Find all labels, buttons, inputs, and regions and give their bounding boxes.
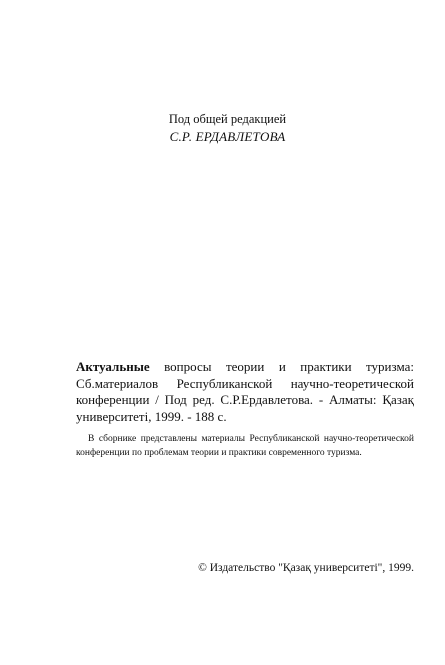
editor-label: Под общей редакцией bbox=[168, 112, 287, 126]
bibliographic-text: вопросы теории и практики туризма: Сб.материалов Республиканской научно-теоретической конференции / Под ред. С.Р.Ердавлетова. - Алматы: Қазақ университеті, 1999. - 188 с. bbox=[76, 359, 414, 424]
annotation-text: В сборнике представлены материалы Республиканской научно-теоретической конференции по проблемам теории и практики современного туризма. bbox=[76, 434, 414, 458]
bibliographic-title-lead: Актуальные bbox=[76, 359, 150, 374]
editor-block bbox=[140, 111, 315, 146]
bibliographic-record bbox=[76, 359, 414, 425]
editor-name: С.Р. ЕРДАВЛЕТОВА bbox=[169, 129, 286, 144]
copyright-notice: © Издательство "Қазақ университеті", 1999. bbox=[198, 562, 414, 574]
